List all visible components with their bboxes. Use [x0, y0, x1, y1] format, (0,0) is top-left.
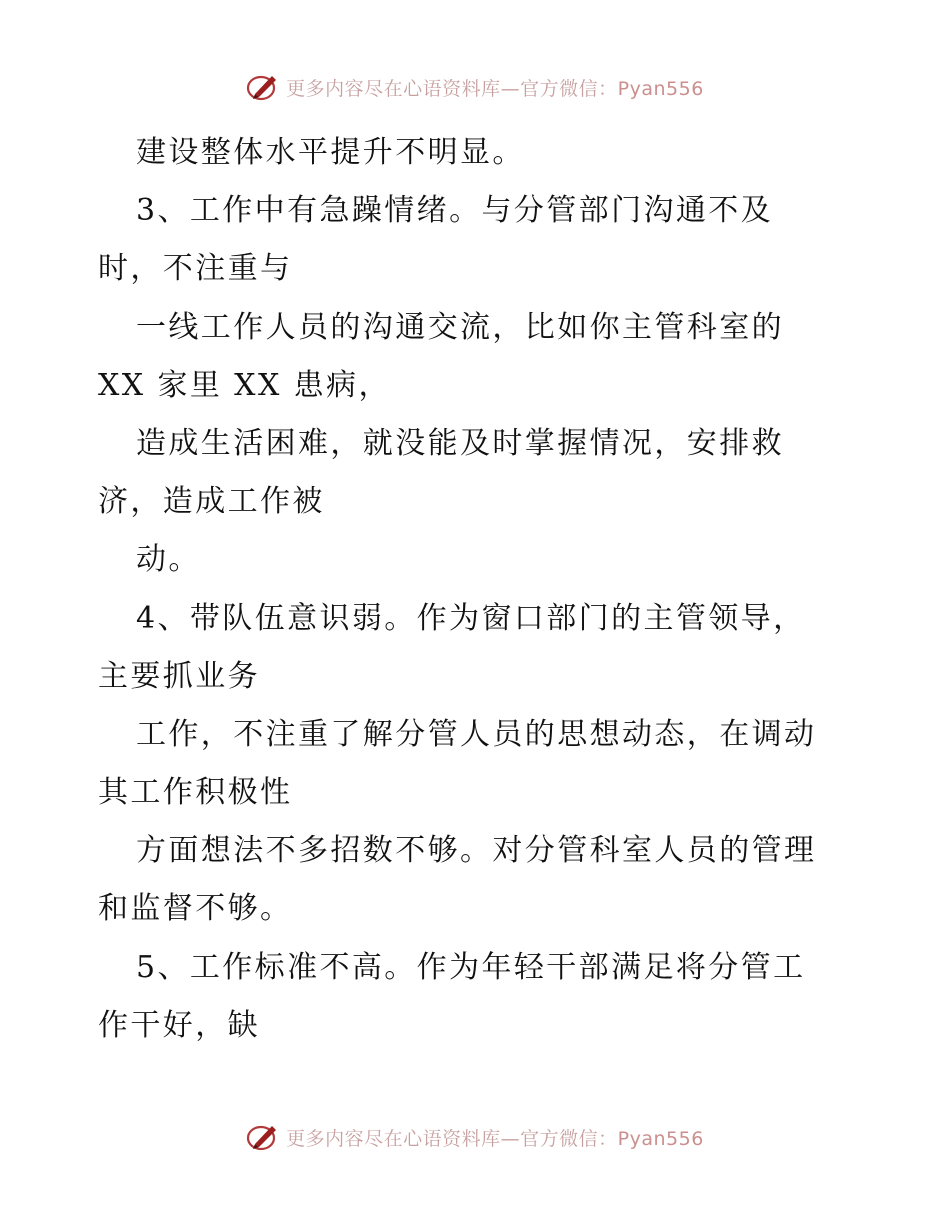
- text-line: 动。: [136, 542, 201, 578]
- pen-logo-icon: [246, 1122, 280, 1152]
- header-watermark: [0, 72, 950, 102]
- text-line: XX 家里 XX 患病，: [98, 367, 391, 403]
- text-line: 其工作积极性: [98, 775, 293, 811]
- watermark-wechat-id: Pyan556: [617, 1127, 704, 1150]
- text-line: 济，造成工作被: [98, 484, 325, 520]
- text-line: 3、工作中有急躁情绪。与分管部门沟通不及: [136, 193, 774, 229]
- text-line: 时，不注重与: [98, 251, 293, 287]
- text-line: 5、工作标准不高。作为年轻干部满足将分管工: [136, 949, 806, 985]
- text-line: 造成生活困难，就没能及时掌握情况，安排救: [136, 425, 784, 461]
- footer-watermark: [0, 1122, 950, 1152]
- text-line: 主要抓业务: [98, 658, 260, 694]
- pen-logo-icon: [246, 72, 280, 102]
- text-line: 4、带队伍意识弱。作为窗口部门的主管领导，: [136, 600, 806, 636]
- watermark-text: 更多内容尽在心语资料库—官方微信：: [286, 1127, 618, 1150]
- watermark-text: 更多内容尽在心语资料库—官方微信：: [286, 77, 618, 100]
- text-line: 工作，不注重了解分管人员的思想动态，在调动: [136, 716, 817, 752]
- text-line: 作干好，缺: [98, 1007, 260, 1043]
- text-line: 方面想法不多招数不够。对分管科室人员的管理: [136, 833, 817, 869]
- text-line: 和监督不够。: [98, 891, 293, 927]
- document-body: [98, 124, 858, 1055]
- watermark-wechat-id: Pyan556: [617, 77, 704, 100]
- text-line: 一线工作人员的沟通交流，比如你主管科室的: [136, 309, 784, 345]
- text-line: 建设整体水平提升不明显。: [136, 135, 525, 170]
